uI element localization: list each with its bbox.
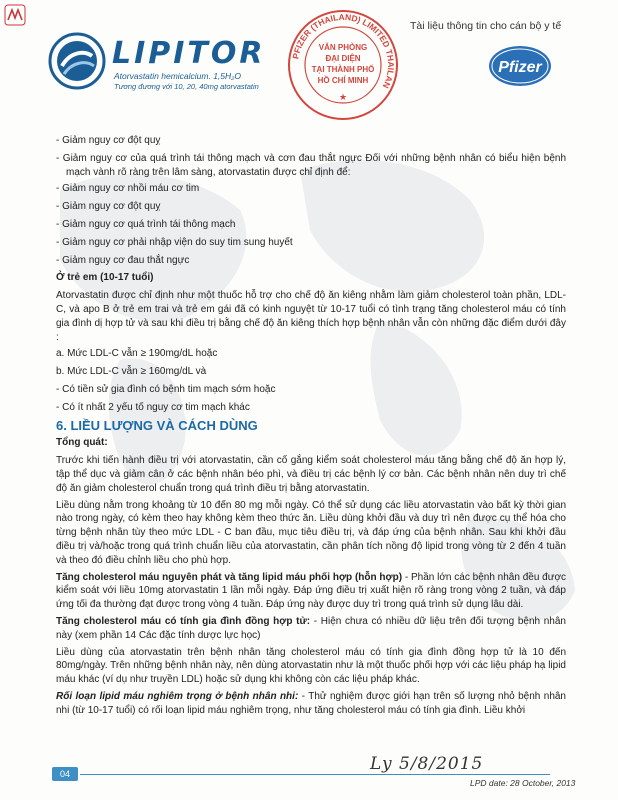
brand-subtitle: Atorvastatin hemicalcium. 1,5H₂O [114,71,242,81]
document-header [0,0,618,120]
general-heading: Tổng quát: [56,437,108,449]
paragraph-lead: Tăng cholesterol máu có tính gia đình đồng hợp tử: [56,615,311,627]
handwritten-signature: Ly 5/8/2015 [370,754,484,774]
stamp-star-icon: ★ [338,92,348,102]
paragraph [56,615,566,643]
list-item: - Giảm nguy cơ đột quỵ [56,201,161,213]
list-item: - Có ít nhất 2 yếu tố nguy cơ tim mạch khác [56,401,250,413]
list-item: - Giảm nguy cơ đột quỵ [56,135,161,146]
paragraph-lead: Tăng cholesterol máu nguyên phát và tăng lipid máu phối hợp (hỗn hợp) [56,571,403,583]
paragraph: Liều dùng của atorvastatin trên bệnh nhân tăng cholesterol máu có tính gia đình đồng hợp tử là 10 đến 80mg/ngày. Trên những bệnh nhân này, nên dùng atorvastatin như là một thuốc phối hợp với các liệu pháp hạ lipid máu khác (ví dụ như truyền LDL) hoặc sử dụng khi không còn các liệu pháp khác. [56,646,566,686]
section-heading: 6. LIỀU LƯỢNG VÀ CÁCH DÙNG [56,417,258,433]
paragraph-text: - Phần lớn các bệnh nhân đều được kiểm soát với liều 10mg atorvastatin 1 lần mỗi ngày. Đáp ứng điều trị xuất hiện rõ ràng trong vòng 2 tuần, và đáp ứng tối đa thường đạt được trong vòng 4 tuần. Đáp ứng này được duy trì trong quá trình sử dụng lâu dài. [56,571,567,611]
document-body [56,134,566,720]
paragraph-text: - Hiện chưa có nhiều dữ liệu trên đối tượng bệnh nhân này (xem phần 14 Các đặc tính dược lực học) [56,615,566,641]
stamp-line: HỒ CHÍ MINH [317,76,369,85]
list-item: - Giảm nguy cơ của quá trình tái thông mạch và cơn đau thắt ngực Đối với những bệnh nhân có biểu hiện bệnh mạch vành rõ ràng trên lâm sàng, atorvastatin được chỉ định để: [56,152,566,178]
paragraph [56,690,566,718]
stamp-line: VĂN PHÒNG [318,43,368,52]
list-item: - Giảm nguy cơ nhồi máu cơ tim [56,183,200,195]
pfizer-logo [488,44,552,88]
page-number: 04 [52,767,78,781]
paragraph [56,571,566,612]
paragraph-text: - Thử nghiệm được giới hạn trên số lượng nhỏ bệnh nhân nhi (từ 10-17 tuổi) có rối loạn lipid máu nghiêm trọng, như tăng cholesterol máu có tính gia đình. Liều khởi [56,690,566,716]
list-item: a. Mức LDL-C vẫn ≥ 190mg/dL hoặc [56,348,218,360]
lpd-date: LPD date: 28 October, 2013 [470,778,576,788]
paragraph: Liều dùng nằm trong khoảng từ 10 đến 80 mg mỗi ngày. Có thể sử dụng các liều atorvastatin vào bất kỳ thời gian nào trong ngày, có kèm theo hay không kèm theo thức ăn. Liều dùng khởi đầu và duy trì nên được cụ thể hóa cho từng bệnh nhân tùy theo mức LDL - C ban đầu, mục tiêu điều trị, và đáp ứng của bệnh nhân. Sau khi khởi đầu điều trị và/hoặc trong quá trình chuẩn liều của atorvastatin, cần phân tích nồng độ lipid trong vòng từ 2 đến 4 tuần và theo đó điều chỉnh liều cho phù hợp. [56,499,566,566]
paragraph-lead: Rối loạn lipid máu nghiêm trọng ở bệnh nhân nhi: [56,690,299,702]
office-stamp [286,8,400,122]
stamp-line: ĐẠI DIỆN [325,54,361,63]
stamp-line: TẠI THÀNH PHỐ [311,65,375,74]
paragraph: Trước khi tiến hành điều trị với atorvastatin, cần cố gắng kiểm soát cholesterol máu tăng bằng chế độ ăn hợp lý, tập thể dục và giảm cân ở các bệnh nhân béo phì, và điều trị các bệnh lý cơ bản. Các bệnh nhân nên duy trì chế độ ăn giảm cholesterol chuẩn trong quá trình điều trị bằng atorvastatin. [56,455,566,494]
children-paragraph: Atorvastatin được chỉ định như một thuốc hỗ trợ cho chế độ ăn kiêng nhằm làm giảm cholesterol toàn phần, LDL- C, và apo B ở trẻ em trai và trẻ em gái đã có kinh nguyệt từ 10-17 tuổi có tình trạng tăng cholesterol máu có tính gia đình dị hợp tử và sau khi điều trị bằng chế độ ăn kiêng thích hợp bệnh nhân vẫn còn những đặc điểm dưới đây : [56,290,566,343]
list-item: - Có tiền sử gia đình có bệnh tim mạch sớm hoặc [56,383,276,395]
brand-dosage-note: Tương đương với 10, 20, 40mg atorvastatin [114,82,259,91]
children-heading: Ở trẻ em (10-17 tuổi) [56,272,154,284]
footer-divider [80,774,550,775]
pfizer-wordmark: Pfizer [498,59,542,76]
list-item: b. Mức LDL-C vẫn ≥ 160mg/dL và [56,366,207,378]
stamp-ring-text: PFIZER (THAILAND) LIMITED THAILAN [290,11,397,90]
brand-name: LIPITOR [112,36,266,71]
document-audience-note: Tài liệu thông tin cho cán bộ y tế [410,20,562,32]
list-item: - Giảm nguy cơ phải nhập viện do suy tim sung huyết [56,236,293,248]
list-item: - Giảm nguy cơ đau thắt ngực [56,254,190,266]
list-item: - Giảm nguy cơ quá trình tái thông mạch [56,218,236,230]
lipitor-logo-icon [48,32,106,90]
